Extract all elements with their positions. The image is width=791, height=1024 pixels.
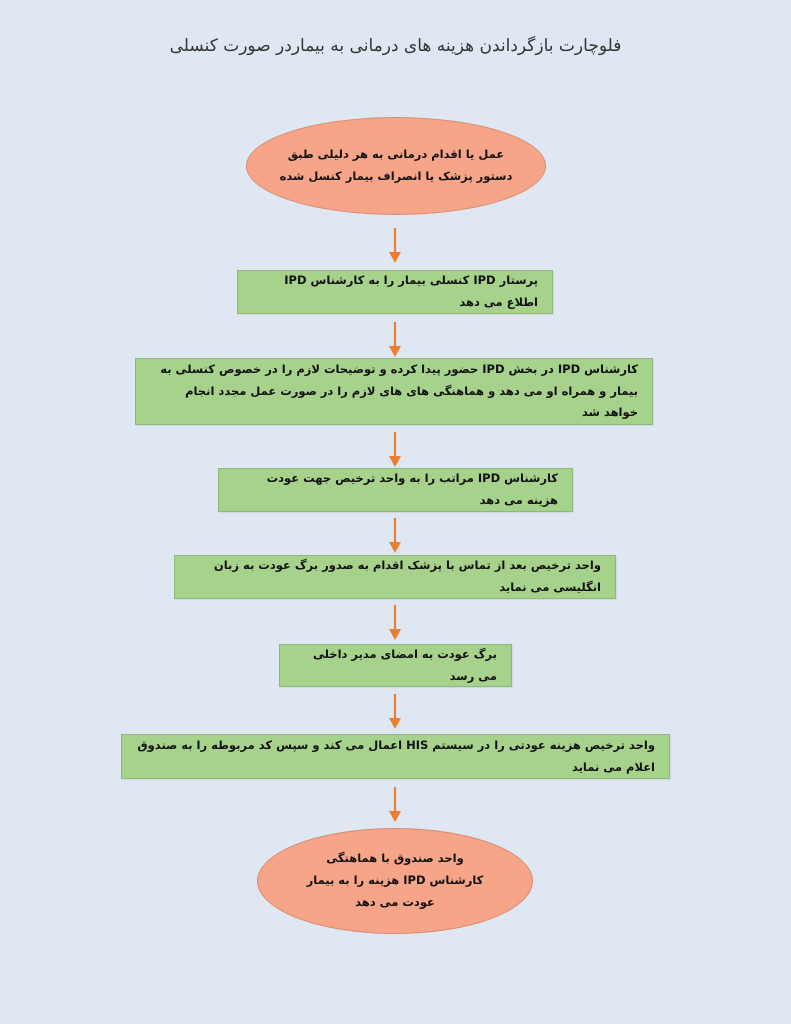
step-box-manager-sign: [279, 644, 512, 687]
page-title: فلوچارت بازگرداندن هزینه های درمانی به بیماردر صورت کنسلی: [169, 36, 622, 56]
step-box-nurse-notify: [237, 270, 553, 314]
step-box-ipd-expert-visit: [135, 358, 653, 425]
arrow-icon: [385, 518, 405, 554]
arrow-icon: [385, 787, 405, 823]
step-box-text: کارشناس IPD در بخش IPD حضور پیدا کرده و توضیحات لازم را در خصوص کنسلی به بیمار و همراه او می دهد و هماهنگی های های لازم را در صورت عمل مجدد انجام خواهد شد: [160, 361, 638, 420]
arrow-icon: [385, 322, 405, 358]
arrow-icon: [385, 694, 405, 730]
step-box-text: واحد ترخیص هزینه عودتی را در سیستم HIS اعمال می کند و سپس کد مربوطه را به صندوق اعلام می نماید: [137, 737, 655, 774]
step-box-his-apply: [121, 734, 670, 779]
arrow-icon: [385, 432, 405, 468]
end-oval: [257, 828, 533, 934]
step-box-notify-discharge: [218, 468, 573, 512]
start-oval: [246, 117, 546, 215]
start-oval-text: عمل یا اقدام درمانی به هر دلیلی طبق دستور پزشک یا انصراف بیمار کنسل شده: [279, 147, 513, 183]
step-box-text: برگ عودت به امضای مدیر داخلی می رسد: [312, 646, 497, 683]
step-box-text: واحد ترخیص بعد از تماس با پزشک اقدام به صدور برگ عودت به زبان انگلیسی می نماید: [213, 558, 601, 594]
step-box-text: پرستار IPD کنسلی بیمار را به کارشناس IPD اطلاع می دهد: [284, 273, 538, 309]
arrow-icon: [385, 228, 405, 264]
arrow-icon: [385, 605, 405, 641]
step-box-text: کارشناس IPD مراتب را به واحد ترخیص جهت عودت هزینه می دهد: [266, 471, 558, 507]
step-box-refund-slip: [174, 555, 616, 599]
end-oval-text: واحد صندوق با هماهنگی کارشناس IPD هزینه را به بیمار عودت می دهد: [306, 851, 484, 909]
